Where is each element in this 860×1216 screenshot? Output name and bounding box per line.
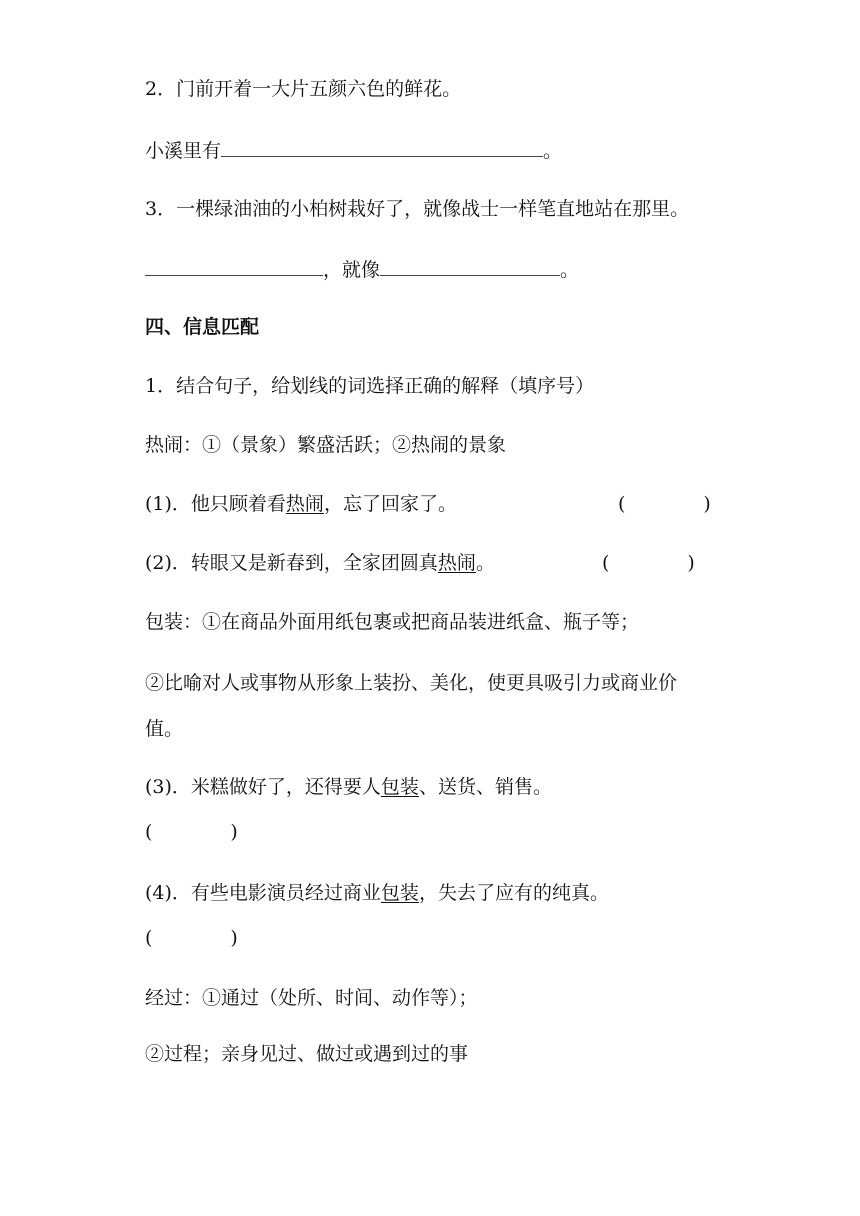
- item-3-post: 、送货、销售。: [418, 776, 552, 798]
- question-instruction: 1．结合句子，给划线的词选择正确的解释（填序号）: [145, 375, 595, 397]
- paren-close: ): [703, 493, 711, 515]
- sentence-2: 2．门前开着一大片五颜六色的鲜花。: [145, 78, 462, 100]
- item-1-word: 热闹: [285, 493, 324, 515]
- definition-jingguo-1: 经过：①通过（处所、时间、动作等）；: [145, 987, 478, 1009]
- item-2: [145, 551, 495, 575]
- paren-open: (: [145, 821, 153, 843]
- answer-blank-3b[interactable]: [380, 257, 560, 276]
- answer-paren-3[interactable]: [145, 820, 238, 844]
- answer-blank-3a[interactable]: [145, 257, 323, 276]
- answer-paren-1[interactable]: [618, 492, 711, 516]
- definition-renao: 热闹：①（景象）繁盛活跃；②热闹的景象: [145, 434, 507, 456]
- item-2-post: 。: [475, 552, 495, 574]
- definition-baozhuang-3: 值。: [145, 718, 184, 740]
- sentence-3: 3．一棵绿油油的小柏树栽好了，就像战士一样笔直地站在那里。: [145, 198, 690, 220]
- item-1-post: ，忘了回家了。: [323, 493, 457, 515]
- item-1: [145, 492, 457, 516]
- item-3-pre: (3)．米糕做好了，还得要人: [145, 776, 381, 798]
- sentence-2-rewrite: [145, 138, 562, 163]
- definition-jingguo-2: ②过程；亲身见过、做过或遇到过的事: [145, 1043, 469, 1065]
- item-4-word: 包装: [380, 882, 419, 904]
- item-2-pre: (2)．转眼又是新春到，全家团圆真: [145, 552, 438, 574]
- paren-open: (: [602, 552, 610, 574]
- sentence-2-end: 。: [543, 140, 563, 162]
- item-4: [145, 881, 609, 905]
- item-3-word: 包装: [380, 776, 419, 798]
- sentence-3-mid: ，就像: [323, 259, 381, 281]
- answer-blank-2[interactable]: [221, 138, 543, 157]
- paren-close: ): [687, 552, 695, 574]
- definition-baozhuang-2: ②比喻对人或事物从形象上装扮、美化，使更具吸引力或商业价: [145, 672, 678, 694]
- paren-open: (: [145, 927, 153, 949]
- section-heading: 四、信息匹配: [145, 316, 260, 338]
- paren-open: (: [618, 493, 626, 515]
- definition-baozhuang-1: 包装：①在商品外面用纸包裹或把商品装进纸盒、瓶子等；: [145, 611, 640, 633]
- item-2-word: 热闹: [437, 552, 476, 574]
- item-3: [145, 775, 552, 799]
- item-4-post: ，失去了应有的纯真。: [418, 882, 609, 904]
- answer-paren-2[interactable]: [602, 551, 695, 575]
- item-1-pre: (1)．他只顾着看: [145, 493, 286, 515]
- sentence-3-rewrite: [145, 257, 579, 282]
- sentence-3-end: 。: [560, 259, 580, 281]
- answer-paren-4[interactable]: [145, 926, 238, 950]
- paren-close: ): [230, 927, 238, 949]
- paren-close: ): [230, 821, 238, 843]
- sentence-2-prefix: 小溪里有: [145, 140, 222, 162]
- item-4-pre: (4)．有些电影演员经过商业: [145, 882, 381, 904]
